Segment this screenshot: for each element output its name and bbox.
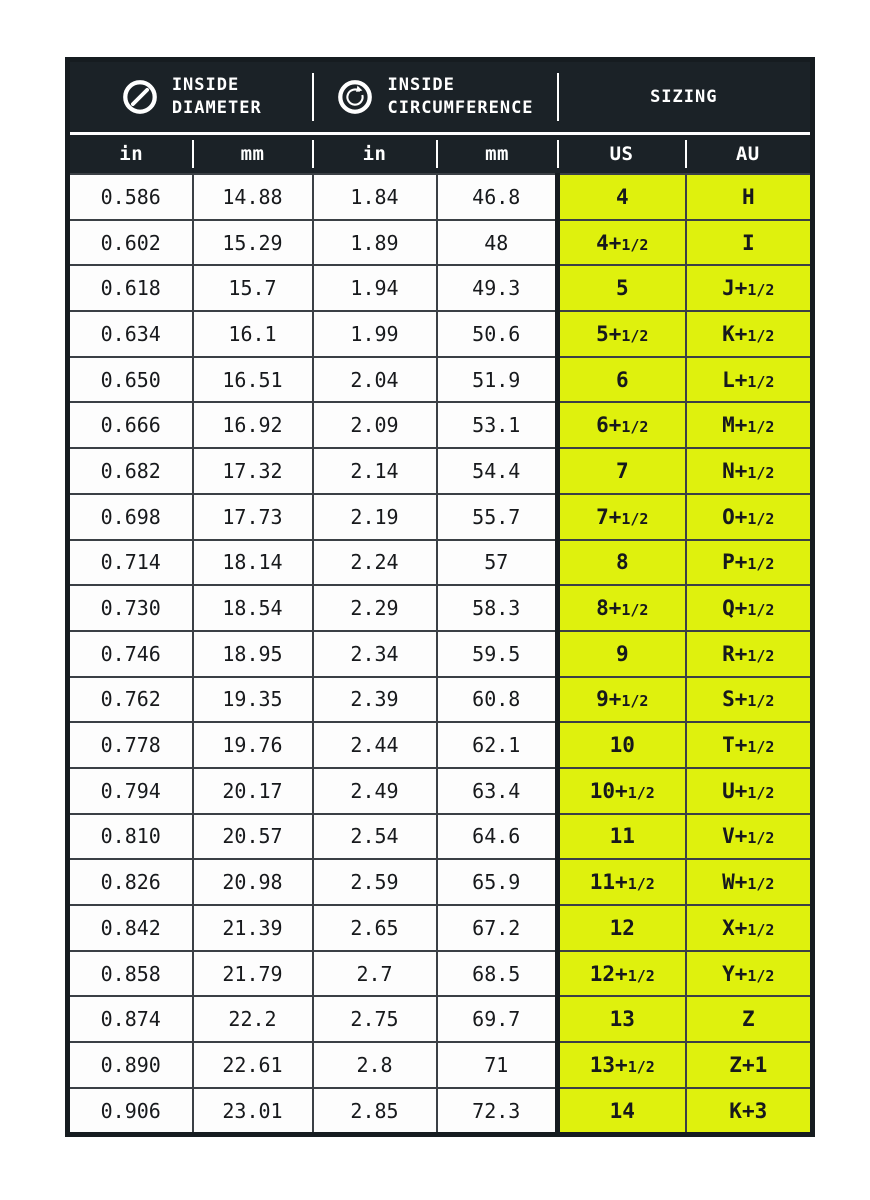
circumference-in-cell: 2.09: [313, 402, 437, 448]
circumference-mm-cell: 58.3: [437, 585, 558, 631]
diameter-icon: [121, 78, 159, 116]
au-size-cell: K+3: [686, 1088, 813, 1135]
header-divider: [312, 73, 314, 121]
circumference-in-cell: 2.19: [313, 494, 437, 540]
circumference-icon: [336, 78, 374, 116]
table-row: [68, 859, 813, 905]
au-size-cell: L+1/2: [686, 357, 813, 403]
circumference-mm-cell: 62.1: [437, 722, 558, 768]
diameter-in-cell: 0.666: [68, 402, 193, 448]
us-size-cell: 9: [558, 631, 686, 677]
circumference-mm-cell: 49.3: [437, 265, 558, 311]
table-row: [68, 402, 813, 448]
us-size-cell: 6: [558, 357, 686, 403]
header-divider: [312, 140, 314, 168]
circumference-in-cell: 2.85: [313, 1088, 437, 1135]
diameter-mm-cell: 19.35: [193, 677, 313, 723]
circumference-in-cell: 2.24: [313, 540, 437, 586]
circumference-in-cell: 1.94: [313, 265, 437, 311]
diameter-mm-cell: 14.88: [193, 174, 313, 220]
circumference-in-cell: 2.8: [313, 1042, 437, 1088]
circumference-in-cell: 2.39: [313, 677, 437, 723]
table-row: [68, 357, 813, 403]
circumference-mm-cell: 48: [437, 220, 558, 266]
circumference-mm-cell: 68.5: [437, 951, 558, 997]
column-header-au: AU: [686, 134, 813, 175]
table-row: [68, 265, 813, 311]
us-size-cell: 8: [558, 540, 686, 586]
diameter-in-cell: 0.746: [68, 631, 193, 677]
us-size-cell: 11: [558, 814, 686, 860]
us-size-cell: 10+1/2: [558, 768, 686, 814]
diameter-mm-cell: 19.76: [193, 722, 313, 768]
us-size-cell: 6+1/2: [558, 402, 686, 448]
table-row: [68, 1088, 813, 1135]
circumference-in-cell: 2.34: [313, 631, 437, 677]
diameter-in-cell: 0.762: [68, 677, 193, 723]
us-size-cell: 13+1/2: [558, 1042, 686, 1088]
circumference-mm-cell: 59.5: [437, 631, 558, 677]
circumference-in-cell: 2.54: [313, 814, 437, 860]
circumference-mm-cell: 71: [437, 1042, 558, 1088]
au-size-cell: K+1/2: [686, 311, 813, 357]
table-row: [68, 311, 813, 357]
au-size-cell: J+1/2: [686, 265, 813, 311]
circumference-in-cell: 2.59: [313, 859, 437, 905]
diameter-in-cell: 0.874: [68, 996, 193, 1042]
diameter-in-cell: 0.730: [68, 585, 193, 631]
circumference-mm-cell: 54.4: [437, 448, 558, 494]
table-row: [68, 722, 813, 768]
table-row: [68, 996, 813, 1042]
circumference-mm-cell: 64.6: [437, 814, 558, 860]
column-header-us: US: [558, 134, 686, 175]
us-size-cell: 12: [558, 905, 686, 951]
column-header-diameter-in: in: [68, 134, 193, 175]
diameter-mm-cell: 17.32: [193, 448, 313, 494]
table-row: [68, 174, 813, 220]
table-row: [68, 631, 813, 677]
inside-circumference-label: INSIDE CIRCUMFERENCE: [387, 75, 534, 118]
table-body: [68, 174, 813, 1135]
au-size-cell: U+1/2: [686, 768, 813, 814]
circumference-in-cell: 1.89: [313, 220, 437, 266]
ring-size-chart: [65, 57, 815, 1137]
table-row: [68, 220, 813, 266]
diameter-in-cell: 0.842: [68, 905, 193, 951]
diameter-mm-cell: 18.54: [193, 585, 313, 631]
au-size-cell: O+1/2: [686, 494, 813, 540]
diameter-mm-cell: 22.2: [193, 996, 313, 1042]
header-divider: [192, 140, 194, 168]
circumference-mm-cell: 57: [437, 540, 558, 586]
diameter-in-cell: 0.602: [68, 220, 193, 266]
au-size-cell: S+1/2: [686, 677, 813, 723]
au-size-cell: Y+1/2: [686, 951, 813, 997]
au-size-cell: M+1/2: [686, 402, 813, 448]
diameter-in-cell: 0.682: [68, 448, 193, 494]
au-size-cell: H: [686, 174, 813, 220]
diameter-mm-cell: 21.79: [193, 951, 313, 997]
diameter-mm-cell: 16.1: [193, 311, 313, 357]
inside-diameter-label: INSIDE DIAMETER: [171, 75, 262, 118]
diameter-in-cell: 0.858: [68, 951, 193, 997]
table-row: [68, 951, 813, 997]
circumference-mm-cell: 51.9: [437, 357, 558, 403]
circumference-mm-cell: 72.3: [437, 1088, 558, 1135]
sizing-label: SIZING: [650, 87, 718, 107]
circumference-in-cell: 2.65: [313, 905, 437, 951]
circumference-in-cell: 2.04: [313, 357, 437, 403]
circumference-mm-cell: 46.8: [437, 174, 558, 220]
diameter-mm-cell: 16.51: [193, 357, 313, 403]
diameter-mm-cell: 15.7: [193, 265, 313, 311]
table-row: [68, 905, 813, 951]
diameter-in-cell: 0.714: [68, 540, 193, 586]
circumference-in-cell: 2.49: [313, 768, 437, 814]
au-size-cell: Z+1: [686, 1042, 813, 1088]
table-row: [68, 814, 813, 860]
circumference-mm-cell: 60.8: [437, 677, 558, 723]
us-size-cell: 4+1/2: [558, 220, 686, 266]
circumference-mm-cell: 55.7: [437, 494, 558, 540]
us-size-cell: 8+1/2: [558, 585, 686, 631]
us-size-cell: 13: [558, 996, 686, 1042]
diameter-in-cell: 0.618: [68, 265, 193, 311]
header-sizing: [558, 60, 813, 134]
circumference-in-cell: 2.75: [313, 996, 437, 1042]
circumference-mm-cell: 50.6: [437, 311, 558, 357]
header-divider: [436, 140, 438, 168]
au-size-cell: P+1/2: [686, 540, 813, 586]
au-size-cell: T+1/2: [686, 722, 813, 768]
column-header-circumference-mm: mm: [437, 134, 558, 175]
au-size-cell: Z: [686, 996, 813, 1042]
header-divider: [685, 140, 687, 168]
table-row: [68, 494, 813, 540]
table-row: [68, 585, 813, 631]
diameter-mm-cell: 20.17: [193, 768, 313, 814]
diameter-in-cell: 0.650: [68, 357, 193, 403]
circumference-mm-cell: 65.9: [437, 859, 558, 905]
header-sub-row: [68, 134, 813, 175]
circumference-in-cell: 2.14: [313, 448, 437, 494]
us-size-cell: 5+1/2: [558, 311, 686, 357]
table-row: [68, 1042, 813, 1088]
column-header-circumference-in: in: [313, 134, 437, 175]
header-inside-circumference: [313, 60, 558, 134]
circumference-mm-cell: 63.4: [437, 768, 558, 814]
header-divider: [557, 140, 559, 168]
diameter-mm-cell: 20.57: [193, 814, 313, 860]
diameter-in-cell: 0.634: [68, 311, 193, 357]
diameter-in-cell: 0.890: [68, 1042, 193, 1088]
us-size-cell: 7: [558, 448, 686, 494]
diameter-in-cell: 0.794: [68, 768, 193, 814]
au-size-cell: I: [686, 220, 813, 266]
circumference-in-cell: 1.99: [313, 311, 437, 357]
diameter-in-cell: 0.586: [68, 174, 193, 220]
table-row: [68, 768, 813, 814]
au-size-cell: W+1/2: [686, 859, 813, 905]
diameter-in-cell: 0.698: [68, 494, 193, 540]
table-row: [68, 448, 813, 494]
diameter-mm-cell: 18.95: [193, 631, 313, 677]
table-row: [68, 540, 813, 586]
us-size-cell: 5: [558, 265, 686, 311]
diameter-mm-cell: 20.98: [193, 859, 313, 905]
au-size-cell: N+1/2: [686, 448, 813, 494]
us-size-cell: 12+1/2: [558, 951, 686, 997]
circumference-in-cell: 1.84: [313, 174, 437, 220]
diameter-in-cell: 0.810: [68, 814, 193, 860]
table-header: [68, 60, 813, 175]
diameter-mm-cell: 16.92: [193, 402, 313, 448]
circumference-mm-cell: 53.1: [437, 402, 558, 448]
header-inside-diameter: [68, 60, 313, 134]
au-size-cell: R+1/2: [686, 631, 813, 677]
diameter-in-cell: 0.826: [68, 859, 193, 905]
au-size-cell: V+1/2: [686, 814, 813, 860]
column-header-diameter-mm: mm: [193, 134, 313, 175]
au-size-cell: Q+1/2: [686, 585, 813, 631]
diameter-in-cell: 0.778: [68, 722, 193, 768]
au-size-cell: X+1/2: [686, 905, 813, 951]
diameter-mm-cell: 23.01: [193, 1088, 313, 1135]
circumference-in-cell: 2.29: [313, 585, 437, 631]
diameter-in-cell: 0.906: [68, 1088, 193, 1135]
diameter-mm-cell: 22.61: [193, 1042, 313, 1088]
circumference-mm-cell: 69.7: [437, 996, 558, 1042]
diameter-mm-cell: 17.73: [193, 494, 313, 540]
table-row: [68, 677, 813, 723]
us-size-cell: 9+1/2: [558, 677, 686, 723]
diameter-mm-cell: 18.14: [193, 540, 313, 586]
diameter-mm-cell: 21.39: [193, 905, 313, 951]
diameter-mm-cell: 15.29: [193, 220, 313, 266]
header-group-row: [68, 60, 813, 134]
us-size-cell: 14: [558, 1088, 686, 1135]
header-divider: [557, 73, 559, 121]
us-size-cell: 7+1/2: [558, 494, 686, 540]
us-size-cell: 10: [558, 722, 686, 768]
circumference-in-cell: 2.44: [313, 722, 437, 768]
circumference-mm-cell: 67.2: [437, 905, 558, 951]
circumference-in-cell: 2.7: [313, 951, 437, 997]
us-size-cell: 11+1/2: [558, 859, 686, 905]
us-size-cell: 4: [558, 174, 686, 220]
